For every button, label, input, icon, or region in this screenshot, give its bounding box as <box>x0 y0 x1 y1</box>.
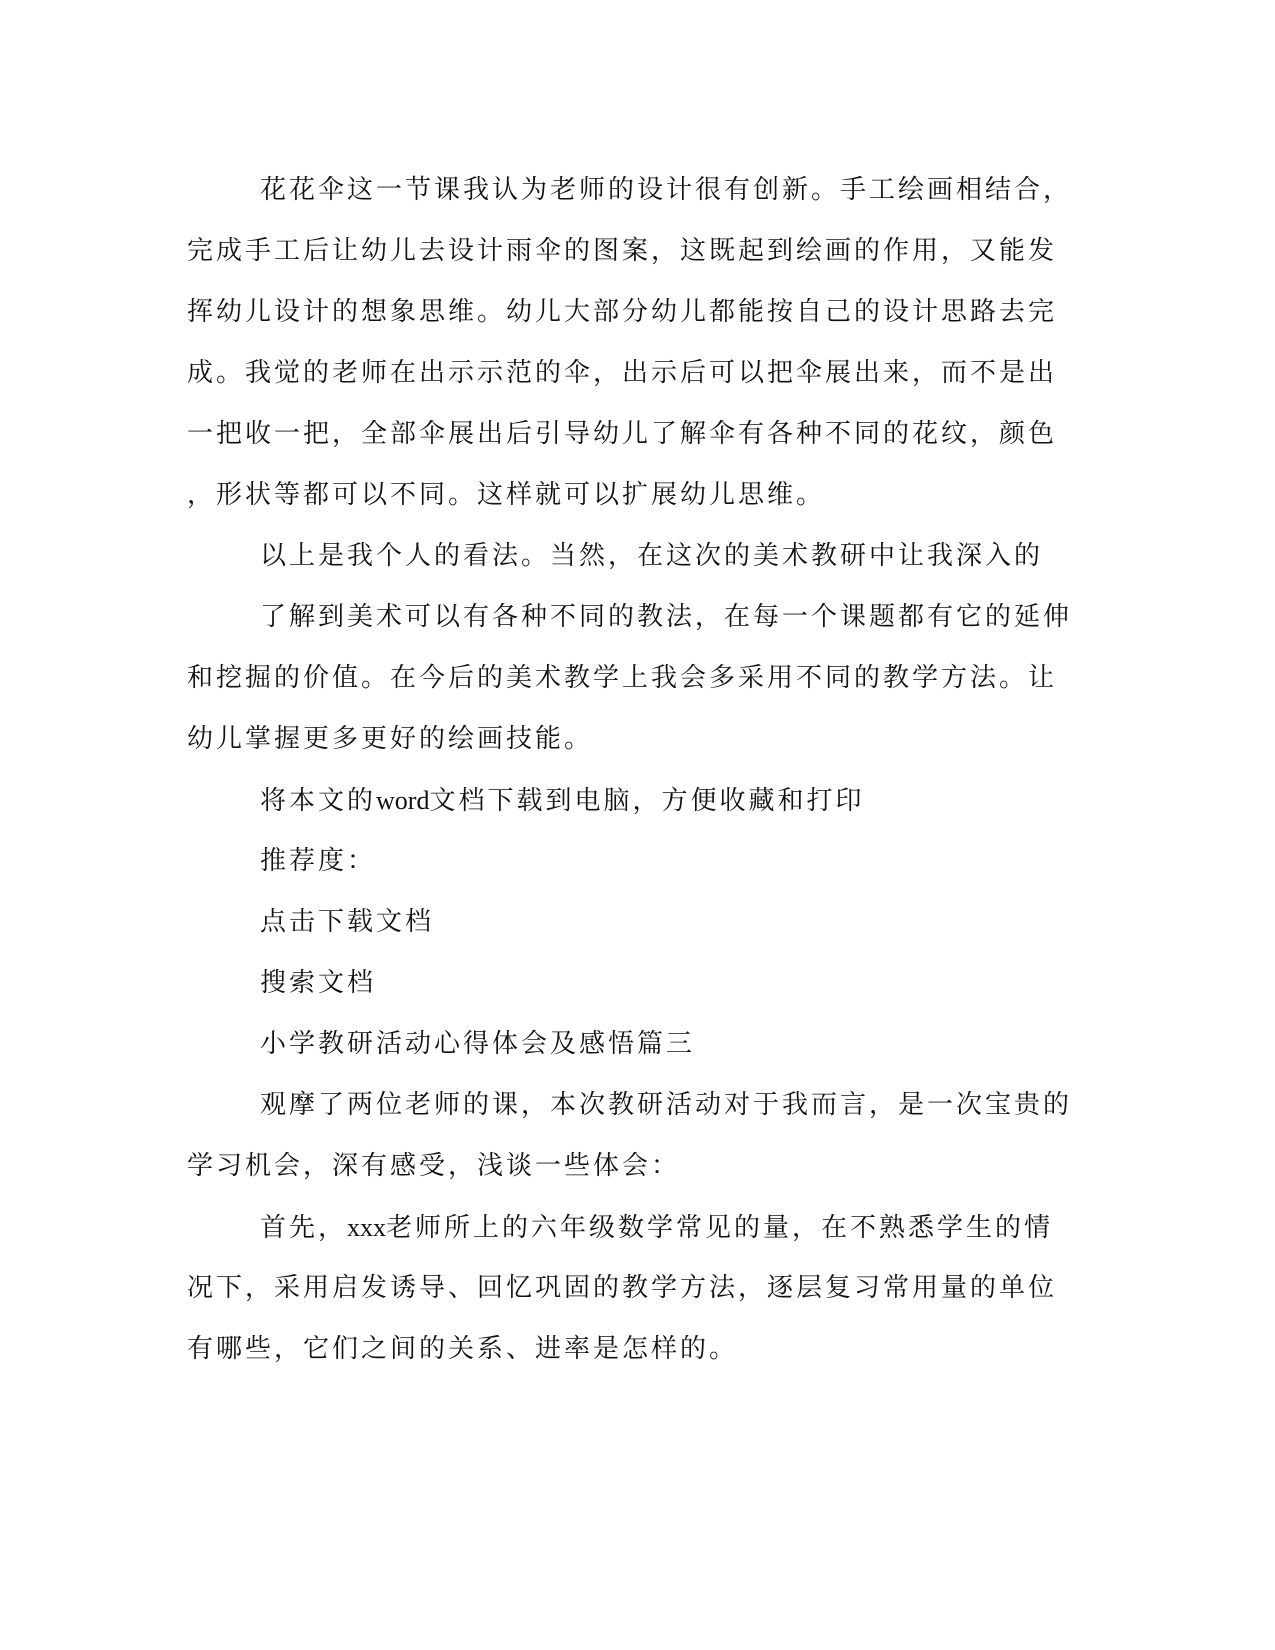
text-line: 幼儿掌握更多更好的绘画技能。 <box>187 724 594 754</box>
text-line: 一把收一把，全部伞展出后引导幼儿了解伞有各种不同的花纹，颜色 <box>187 419 1058 449</box>
search-document-link[interactable]: 搜索文档 <box>260 968 377 998</box>
text-line <box>187 1197 1067 1258</box>
download-note-word: word <box>376 786 430 815</box>
paragraph-art-teaching <box>187 587 1073 770</box>
download-document-link[interactable]: 点击下载文档 <box>260 907 435 937</box>
download-note-prefix: 将本文的 <box>260 786 377 816</box>
text-line: 观摩了两位老师的课，本次教研活动对于我而言，是一次宝贵的 <box>260 1090 1073 1120</box>
download-note-suffix: 文档下载到电脑，方便收藏和打印 <box>429 786 865 816</box>
paragraph-umbrella-lesson <box>187 160 1073 526</box>
text-line: 况下，采用启发诱导、回忆巩固的教学方法，逐层复习常用量的单位 <box>187 1273 1058 1303</box>
text-line: 成。我觉的老师在出示示范的伞，出示后可以把伞展出来，而不是出 <box>187 358 1058 388</box>
text-line: 和挖掘的价值。在今后的美术教学上我会多采用不同的教学方法。让 <box>187 663 1058 693</box>
paragraph-observation <box>187 1075 1073 1197</box>
text-line: 有哪些，它们之间的关系、进率是怎样的。 <box>187 1334 739 1364</box>
section-title: 小学教研活动心得体会及感悟篇三 <box>260 1029 696 1059</box>
text-line: 了解到美术可以有各种不同的教法，在每一个课题都有它的延伸 <box>260 602 1073 632</box>
recommend-label: 推荐度： <box>260 846 377 876</box>
text-line-suffix: 老师所上的六年级数学常见的量，在不熟悉学生的情 <box>386 1213 1054 1243</box>
text-line: 学习机会，深有感受，浅谈一些体会： <box>187 1151 681 1181</box>
teacher-name: xxx <box>347 1213 387 1242</box>
text-line: 花花伞这一节课我认为老师的设计很有创新。手工绘画相结合， <box>260 175 1073 205</box>
text-line: ，形状等都可以不同。这样就可以扩展幼儿思维。 <box>187 480 826 510</box>
document-body <box>187 160 1073 1380</box>
text-line: 挥幼儿设计的想象思维。幼儿大部分幼儿都能按自己的设计思路去完 <box>187 297 1058 327</box>
text-line-prefix: 首先， <box>260 1213 348 1243</box>
text-line: 以上是我个人的看法。当然，在这次的美术教研中让我深入的 <box>260 541 1044 571</box>
text-line: 完成手工后让幼儿去设计雨伞的图案，这既起到绘画的作用，又能发 <box>187 236 1058 266</box>
download-note <box>187 770 1067 831</box>
paragraph-personal-view <box>187 526 1067 587</box>
paragraph-first-point <box>187 1197 1067 1380</box>
